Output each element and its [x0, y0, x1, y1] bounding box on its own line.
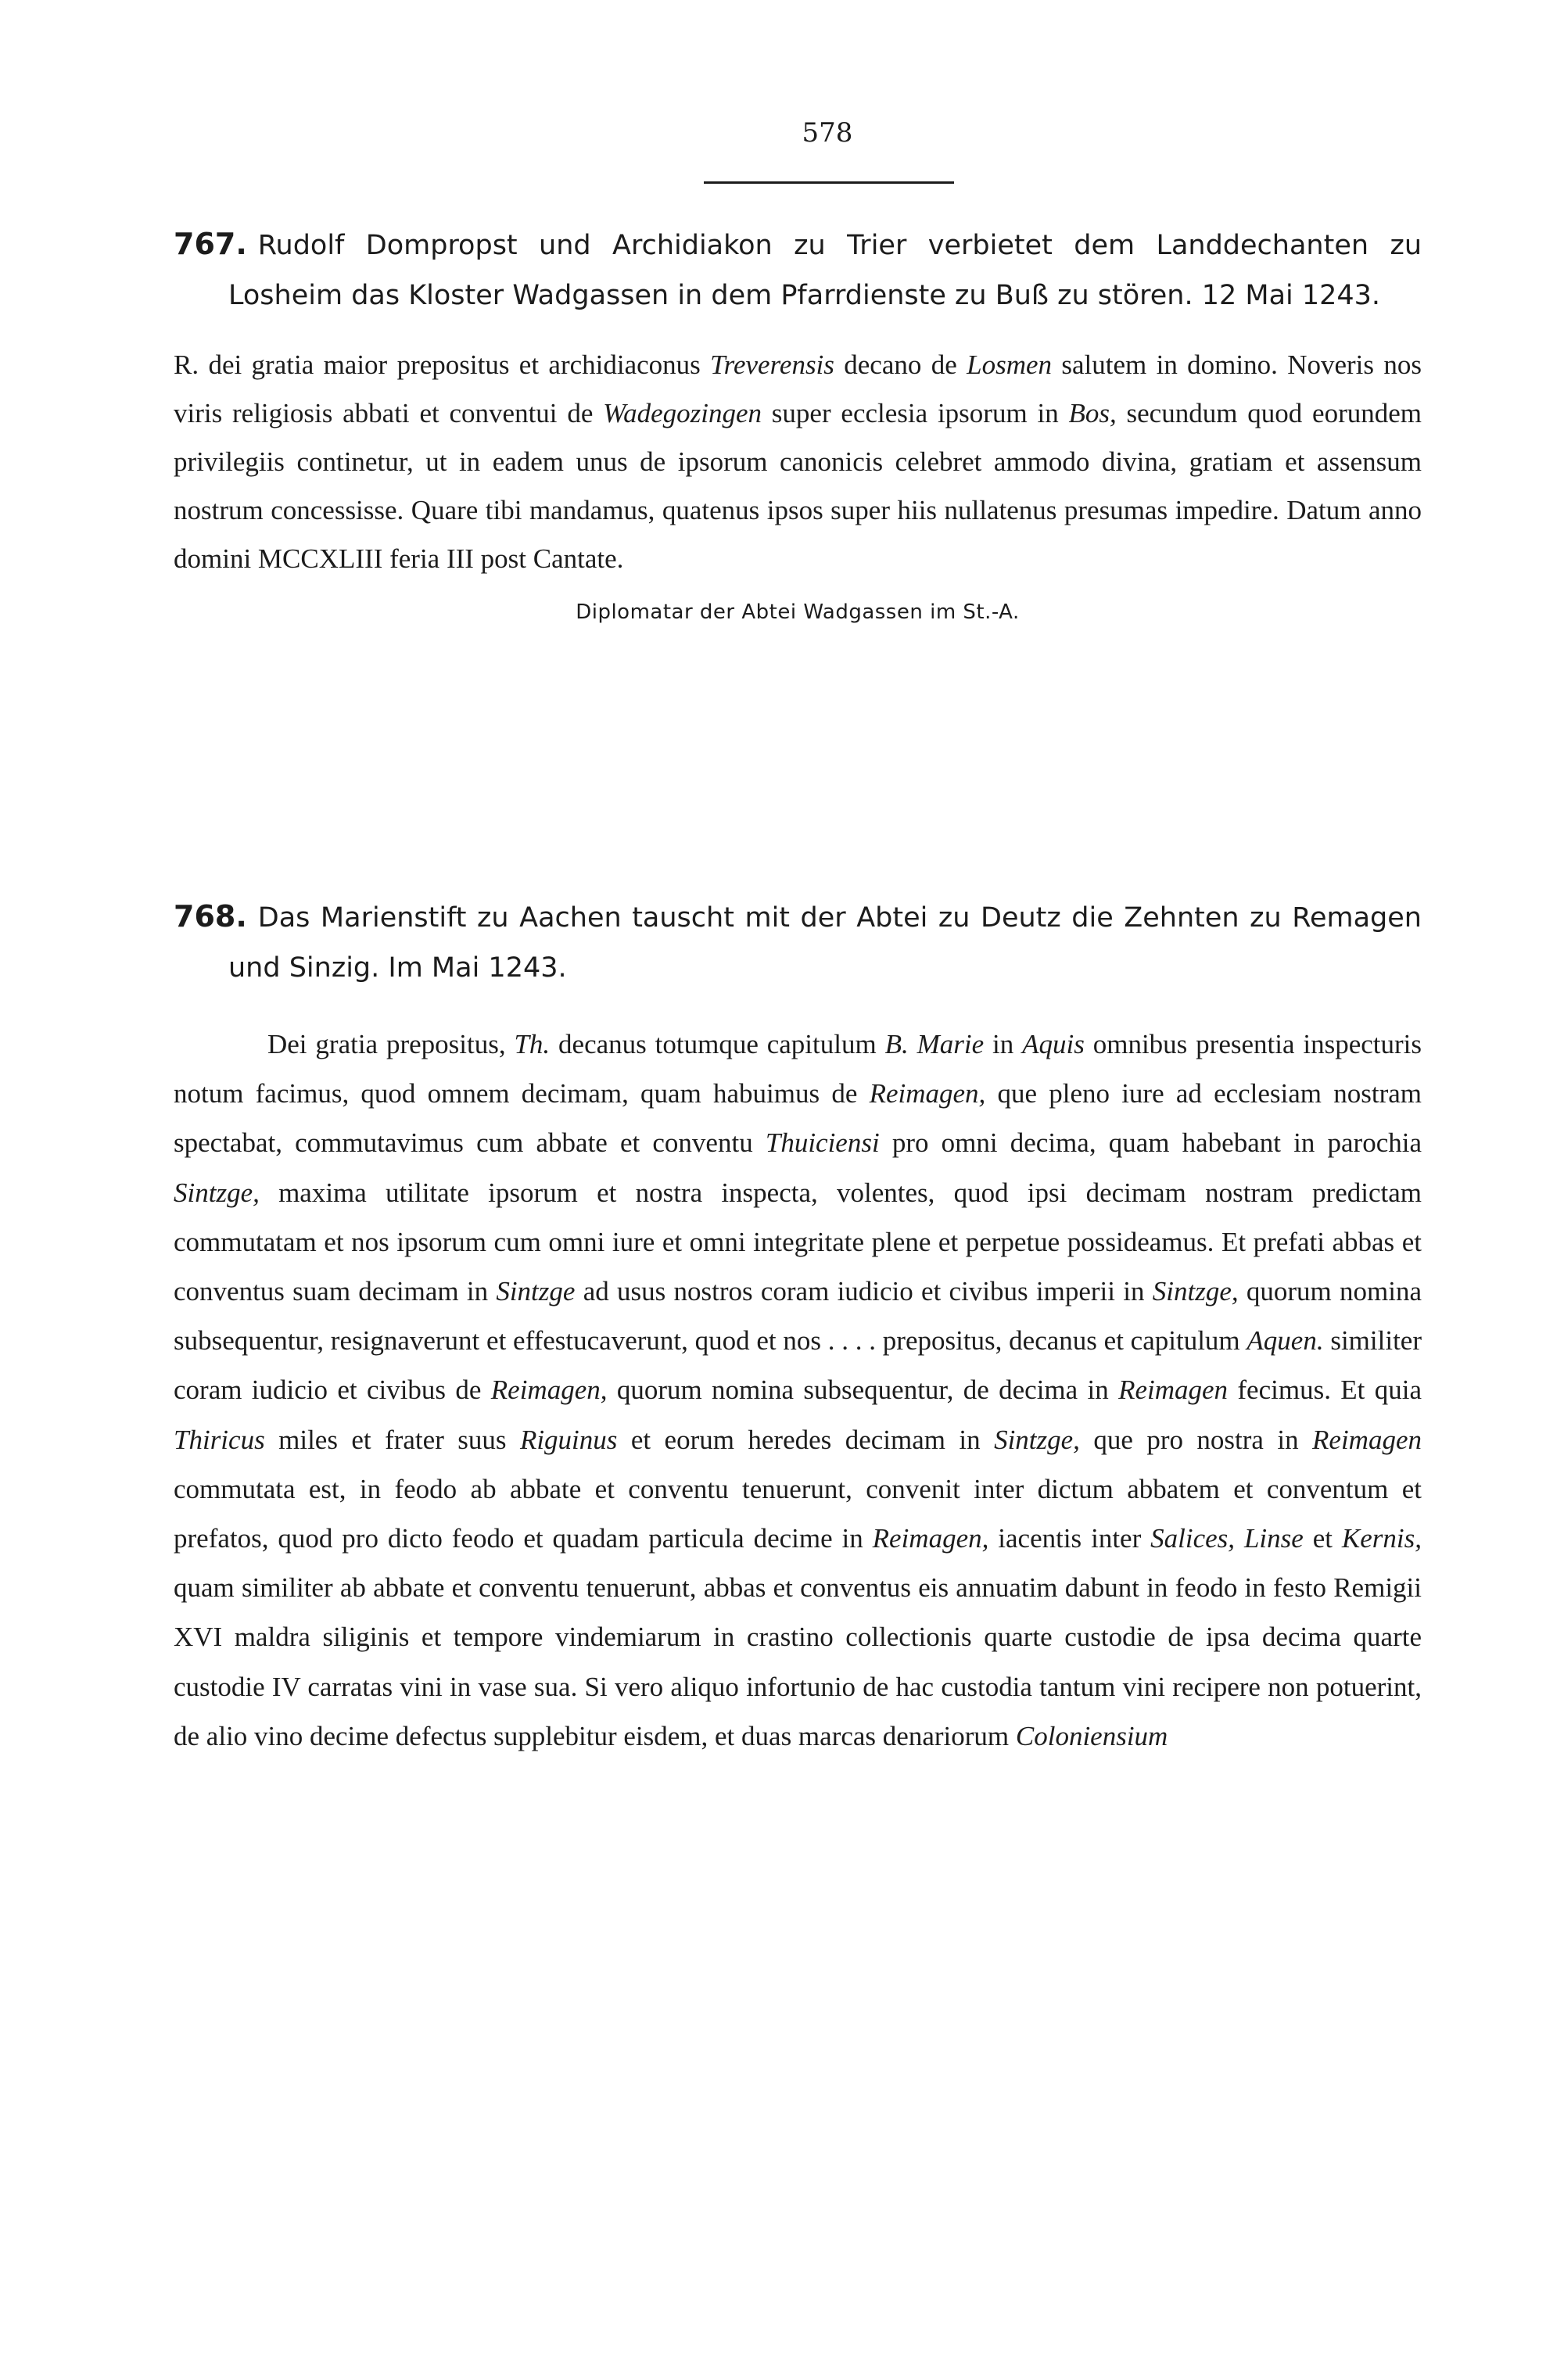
entry-heading	[174, 219, 1422, 321]
page-number: 578	[802, 117, 853, 149]
italic-text-segment: Coloniensium	[1015, 1720, 1168, 1751]
italic-text-segment: Wadegozingen	[603, 398, 762, 428]
text-segment: R. dei gratia maior prepositus et archidiaconus	[174, 349, 711, 380]
entry-body	[174, 1020, 1422, 1761]
italic-text-segment: Sintzge,	[174, 1177, 260, 1208]
text-segment: quam similiter ab abbate et conventu tenuerunt, abbas et conventus eis annuatim dabunt in feodo in festo Remigii XVI maldra siliginis et tempore vindemiarum in crastino collectionis quarte custodie de ipsa decima quarte custodie IV carratas vini in vase sua. Si vero aliquo infortunio de hac custodia tantum vini recipere non potuerint, de alio vino decime defectus supplebitur eisdem, et duas marcas denariorum	[174, 1572, 1422, 1751]
page-number-rule	[704, 181, 954, 184]
italic-text-segment: Sintzge	[496, 1276, 576, 1307]
italic-text-segment: Thiricus	[174, 1424, 265, 1455]
italic-text-segment: Th.	[514, 1029, 551, 1059]
italic-text-segment: Bos,	[1068, 398, 1117, 428]
text-segment: et	[1303, 1523, 1342, 1554]
text-segment: secundum quod eorundem privilegiis continetur, ut in eadem unus de ipsorum canonicis celebret ammodo divina, gratiam et assensum nostrum concessisse. Quare tibi mandamus, quatenus ipsos super hiis nullatenus presumas impedire. Datum anno domini MCCXLIII feria III post Cantate.	[174, 398, 1422, 574]
text-segment: maxima utilitate ipsorum et nostra inspecta, volentes, quod ipsi decimam nostram predictam commutatam et nos ipsorum cum omni iure et omni integritate plene et perpetue possideamus. Et prefati abbas et conventus suam decimam in	[174, 1177, 1422, 1307]
text-segment: ad usus nostros coram iudicio et civibus imperii in	[575, 1276, 1153, 1307]
text-segment: commutata est, in feodo ab abbate et conventu tenuerunt, convenit inter dictum abbatem et conventum et prefatos, quod pro dicto feodo et quadam particula decime in	[174, 1473, 1422, 1554]
text-segment: in	[984, 1029, 1023, 1059]
italic-text-segment: Thuiciensi	[765, 1127, 880, 1159]
document-entry-767	[174, 219, 1422, 624]
text-segment: similiter coram iudicio et civibus de	[174, 1325, 1422, 1406]
text-segment: salutem in domino. Noveris nos viris religiosis abbati et conventui de	[174, 349, 1422, 428]
italic-text-segment: B. Marie	[884, 1029, 985, 1059]
document-entry-768	[174, 891, 1422, 1761]
text-segment: omnibus presentia inspecturis notum facimus, quod omnem decimam, quam habuimus de	[174, 1029, 1422, 1109]
source-citation: Diplomatar der Abtei Wadgassen im St.-A.	[576, 600, 1020, 624]
entry-body	[174, 341, 1422, 583]
italic-text-segment: Reimagen,	[869, 1078, 986, 1109]
text-segment: Dei gratia prepositus,	[267, 1029, 515, 1059]
text-segment: iacentis inter	[988, 1523, 1151, 1554]
italic-text-segment: Reimagen	[1118, 1375, 1229, 1406]
text-segment: quorum nomina subsequentur, resignaverunt et effestucaverunt, quod et nos . . . . prepositus, decanus et capitulum	[174, 1276, 1422, 1357]
italic-text-segment: Reimagen	[1312, 1424, 1422, 1455]
text-segment: miles et frater suus	[264, 1424, 520, 1455]
text-segment: que pleno iure ad ecclesiam nostram spectabat, commutavimus cum abbate et conventu	[174, 1078, 1422, 1159]
text-segment: que pro nostra in	[1079, 1424, 1313, 1455]
italic-text-segment: Aquen.	[1247, 1325, 1324, 1357]
entry-heading	[174, 891, 1422, 993]
italic-text-segment: Reimagen,	[872, 1523, 989, 1554]
entry-title: Das Marienstift zu Aachen tauscht mit der Abtei zu Deutz die Zehnten zu Remagen und Sinzig. Im Mai 1243.	[228, 902, 1422, 984]
text-segment: decanus totumque capitulum	[550, 1029, 885, 1059]
text-segment: quorum nomina subsequentur, de decima in	[607, 1375, 1119, 1406]
entry-number: 767.	[174, 227, 247, 261]
italic-text-segment: Treverensis	[710, 349, 834, 380]
entry-number: 768.	[174, 899, 247, 934]
italic-text-segment: Losmen	[967, 349, 1053, 380]
italic-text-segment: Reimagen,	[490, 1375, 608, 1406]
italic-text-segment: Sintzge,	[994, 1424, 1080, 1455]
italic-text-segment: Kernis,	[1341, 1523, 1422, 1554]
entry-title: Rudolf Dompropst und Archidiakon zu Trier verbietet dem Landdechanten zu Losheim das Kloster Wadgassen in dem Pfarrdienste zu Buß zu stören. 12 Mai 1243.	[228, 230, 1422, 311]
text-segment: et eorum heredes decimam in	[617, 1424, 995, 1455]
italic-text-segment: Riguinus	[519, 1424, 618, 1455]
italic-text-segment: Sintzge,	[1152, 1276, 1239, 1307]
text-segment: pro omni decima, quam habebant in parochia	[879, 1127, 1422, 1159]
text-segment: decano de	[834, 349, 967, 380]
text-segment: fecimus. Et quia	[1228, 1375, 1422, 1406]
text-segment: super ecclesia ipsorum in	[762, 398, 1069, 428]
italic-text-segment: Aquis	[1022, 1029, 1085, 1059]
italic-text-segment: Salices, Linse	[1150, 1523, 1304, 1554]
